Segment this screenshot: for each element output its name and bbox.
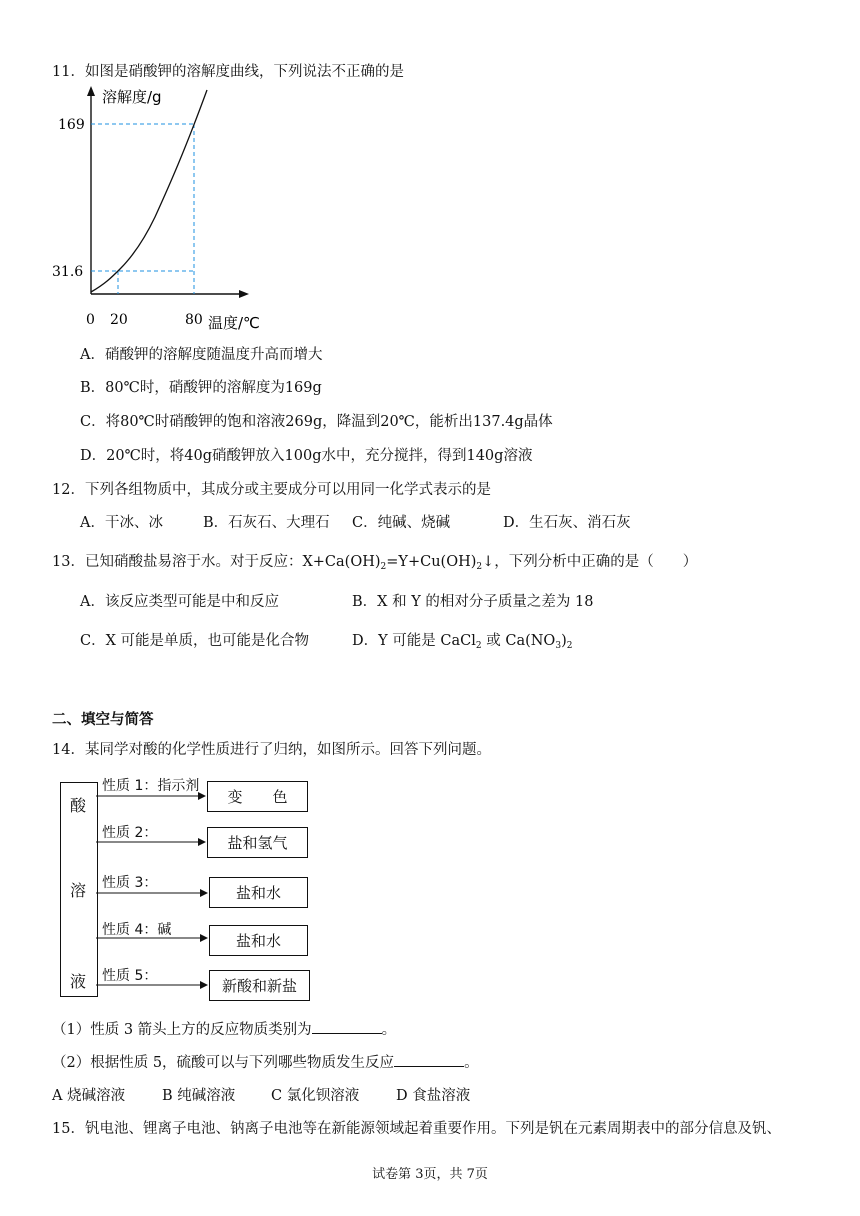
q13-option-d-end: )	[561, 633, 567, 649]
q14-choice-c: C 氯化钡溶液	[271, 1088, 360, 1104]
section-title: 二、填空与简答	[52, 712, 154, 728]
tick-80: 80	[185, 312, 203, 328]
y-axis-label: 溶解度/g	[102, 88, 162, 106]
result-box-4: 盐和水	[209, 925, 308, 956]
q13-option-d-sub2: 2	[475, 641, 482, 651]
q14-sub1-blank[interactable]	[312, 1021, 382, 1034]
x-axis-label: 温度/℃	[208, 314, 260, 332]
q11-option-d: D．20℃时，将40g硝酸钾放入100g水中，充分搅拌，得到140g溶液	[80, 448, 533, 464]
result-box-2: 盐和氢气	[207, 827, 308, 858]
q13-stem-suffix: ↓，下列分析中正确的是（ ）	[482, 554, 698, 570]
q12-stem: 12．下列各组物质中，其成分或主要成分可以用同一化学式表示的是	[52, 482, 491, 498]
q14-sub1-prefix: （1）性质 3 箭头上方的反应物质类别为	[52, 1022, 312, 1038]
q15-stem: 15．钒电池、锂离子电池、钠离子电池等在新能源领域起着重要作用。下列是钒在元素周期表中的部分信息及钒、	[52, 1121, 781, 1137]
solubility-chart	[50, 82, 280, 337]
q13-sub-2a: 2	[380, 562, 387, 572]
q13-option-d-mid: 或 Ca(NO	[481, 633, 556, 649]
q13-stem	[52, 550, 697, 572]
q14-sub1-suffix: 。	[381, 1022, 397, 1038]
tick-169: 169	[58, 117, 85, 133]
q13-option-d-prefix: D．Y 可能是 CaCl	[352, 633, 476, 649]
property-2-label: 性质 2：	[102, 825, 158, 841]
result-box-1: 变 色	[207, 781, 308, 812]
result-box-3: 盐和水	[209, 877, 308, 908]
arrow-icon	[200, 889, 208, 897]
page-footer: 试卷第 3页，共 7页	[372, 1167, 488, 1182]
property-1-label: 性质 1：指示剂	[102, 778, 200, 794]
q12-option-a: A．干冰、冰	[80, 515, 163, 531]
arrow-icon	[200, 981, 208, 989]
property-5-label: 性质 5：	[102, 968, 158, 984]
tick-20: 20	[110, 312, 128, 328]
q13-option-c: C．X 可能是单质，也可能是化合物	[80, 633, 310, 649]
result-box-5: 新酸和新盐	[209, 970, 310, 1001]
q12-option-d: D．生石灰、消石灰	[503, 515, 631, 531]
arrow-icon	[200, 934, 208, 942]
q13-option-b: B．X 和 Y 的相对分子质量之差为 18	[352, 594, 594, 610]
q14-sub2-prefix: （2）根据性质 5，硫酸可以与下列哪些物质发生反应	[52, 1055, 395, 1071]
acid-char-1: 酸	[70, 796, 87, 815]
solubility-curve	[91, 90, 207, 292]
tick-31-6: 31.6	[52, 264, 84, 280]
q14-sub1	[52, 1018, 396, 1039]
q13-option-d-sub3: 3	[555, 641, 562, 651]
property-3-label: 性质 3：	[102, 875, 158, 891]
acid-properties-diagram	[60, 775, 320, 1000]
q11-option-c: C．将80℃时硝酸钾的饱和溶液269g，降温到20℃，能析出137.4g晶体	[80, 414, 553, 430]
q11-stem: 11．如图是硝酸钾的溶解度曲线，下列说法不正确的是	[52, 64, 404, 80]
property-4-label: 性质 4：碱	[102, 922, 172, 938]
tick-0: 0	[86, 312, 95, 328]
q14-stem: 14．某同学对酸的化学性质进行了归纳，如图所示。回答下列问题。	[52, 742, 491, 758]
q14-choice-a: A 烧碱溶液	[52, 1088, 126, 1104]
q12-option-b: B．石灰石、大理石	[203, 515, 330, 531]
x-axis-arrow-icon	[239, 290, 249, 298]
q14-sub2	[52, 1051, 479, 1072]
q14-choice-b: B 纯碱溶液	[162, 1088, 236, 1104]
q13-option-d-sub2b: 2	[566, 641, 573, 651]
q14-sub2-suffix: 。	[464, 1055, 479, 1071]
q14-choice-d: D 食盐溶液	[396, 1088, 471, 1104]
q13-stem-mid: =Y+Cu(OH)	[386, 554, 477, 570]
q12-option-c: C．纯碱、烧碱	[352, 515, 451, 531]
acid-char-3: 液	[70, 972, 87, 991]
q13-option-a: A．该反应类型可能是中和反应	[80, 594, 279, 610]
q13-option-d	[352, 629, 572, 651]
y-axis-arrow-icon	[87, 86, 95, 96]
acid-char-2: 溶	[70, 881, 87, 900]
q13-sub-2b: 2	[476, 562, 483, 572]
q14-sub2-blank[interactable]	[394, 1054, 464, 1067]
arrow-icon	[198, 838, 206, 846]
q11-option-a: A．硝酸钾的溶解度随温度升高而增大	[80, 347, 323, 363]
q11-option-b: B．80℃时，硝酸钾的溶解度为169g	[80, 380, 322, 396]
q13-stem-prefix: 13．已知硝酸盐易溶于水。对于反应：X+Ca(OH)	[52, 554, 381, 570]
